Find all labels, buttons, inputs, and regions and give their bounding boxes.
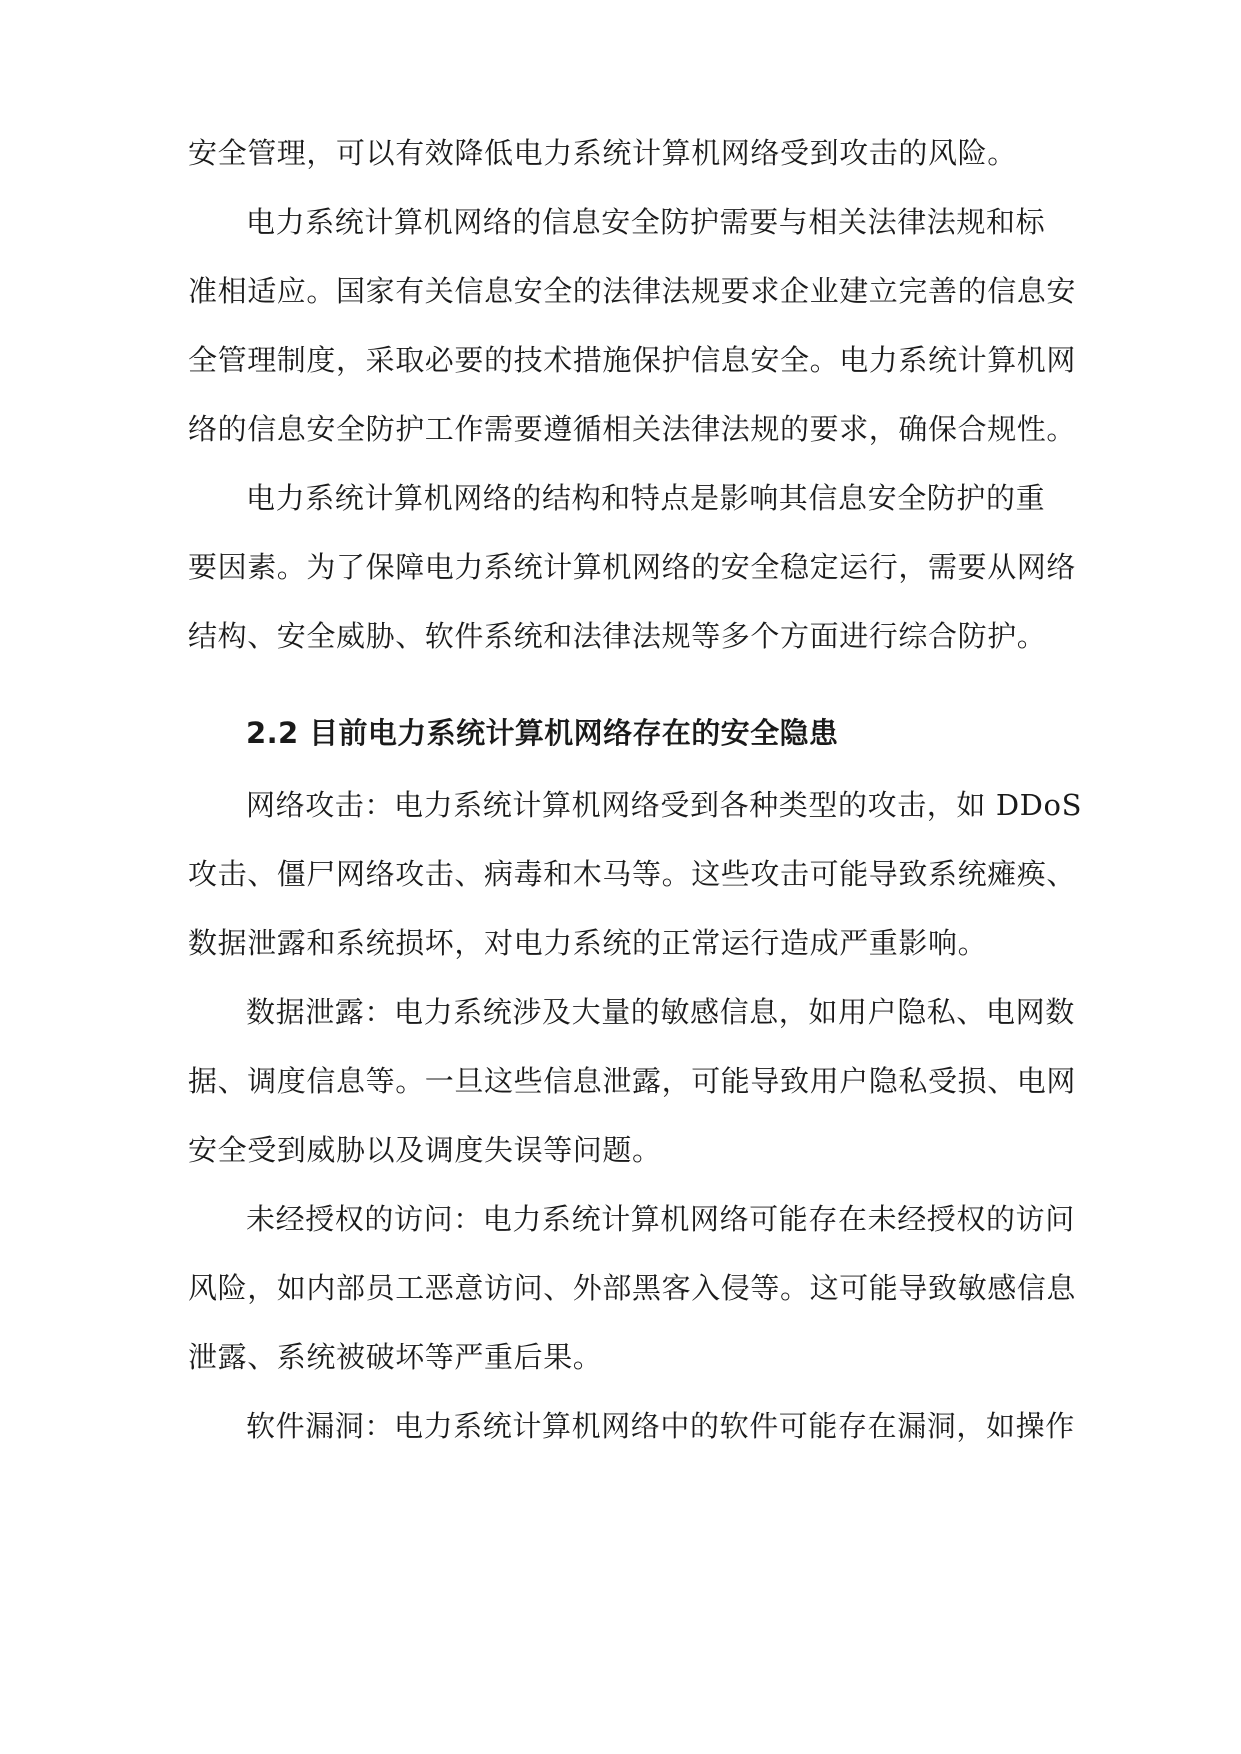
- paragraph-line: 络的信息安全防护工作需要遵循相关法律法规的要求，确保合规性。: [188, 412, 1077, 446]
- section-heading: 2.2 目前电力系统计算机网络存在的安全隐患: [246, 716, 839, 750]
- paragraph-line: 安全受到威胁以及调度失误等问题。: [188, 1133, 662, 1167]
- paragraph-line: 数据泄露：电力系统涉及大量的敏感信息，如用户隐私、电网数: [246, 995, 1075, 1029]
- paragraph-line: 数据泄露和系统损坏，对电力系统的正常运行造成严重影响。: [188, 926, 988, 960]
- paragraph-line: 要因素。为了保障电力系统计算机网络的安全稳定运行，需要从网络: [188, 550, 1077, 584]
- paragraph-line: 结构、安全威胁、软件系统和法律法规等多个方面进行综合防护。: [188, 619, 1047, 653]
- paragraph-line: 电力系统计算机网络的结构和特点是影响其信息安全防护的重: [246, 481, 1046, 515]
- paragraph-line: 全管理制度，采取必要的技术措施保护信息安全。电力系统计算机网: [188, 343, 1077, 377]
- paragraph-line: 据、调度信息等。一旦这些信息泄露，可能导致用户隐私受损、电网: [188, 1064, 1077, 1098]
- paragraph-line: 风险，如内部员工恶意访问、外部黑客入侵等。这可能导致敏感信息: [188, 1271, 1077, 1305]
- paragraph-line: 网络攻击：电力系统计算机网络受到各种类型的攻击，如 DDoS: [246, 788, 1083, 822]
- paragraph-line: 准相适应。国家有关信息安全的法律法规要求企业建立完善的信息安: [188, 274, 1077, 308]
- paragraph-line: 未经授权的访问：电力系统计算机网络可能存在未经授权的访问: [246, 1202, 1075, 1236]
- paragraph-line: 攻击、僵尸网络攻击、病毒和木马等。这些攻击可能导致系统瘫痪、: [188, 857, 1077, 891]
- paragraph-line: 泄露、系统被破坏等严重后果。: [188, 1340, 603, 1374]
- paragraph-line: 安全管理，可以有效降低电力系统计算机网络受到攻击的风险。: [188, 136, 1017, 170]
- paragraph-line: 电力系统计算机网络的信息安全防护需要与相关法律法规和标: [246, 205, 1046, 239]
- paragraph-line: 软件漏洞：电力系统计算机网络中的软件可能存在漏洞，如操作: [246, 1409, 1075, 1443]
